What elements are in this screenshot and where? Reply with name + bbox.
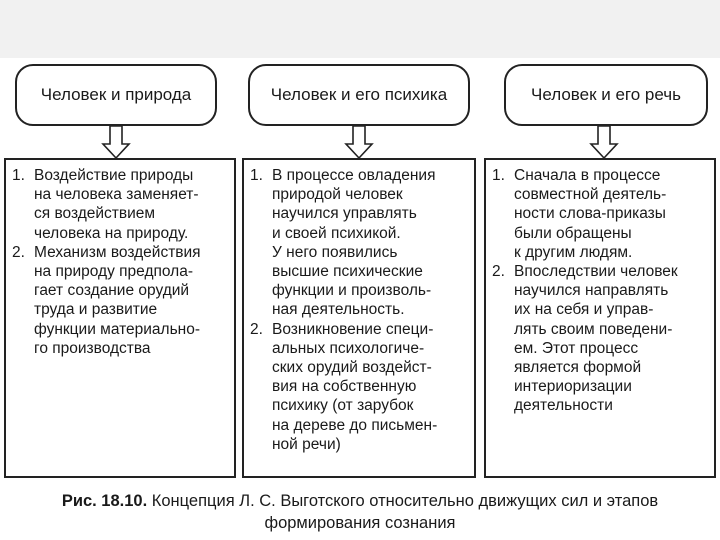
header-human-and-nature: [15, 64, 217, 126]
header-label: Человек и его речь: [531, 85, 681, 104]
text-line: го производства: [34, 339, 151, 357]
text-line: научился направлять: [514, 282, 669, 300]
item-number: 1.: [12, 167, 25, 184]
text-line: В процессе овладения: [272, 167, 436, 184]
text-line: Воздействие природы: [34, 167, 194, 184]
item-text: [514, 262, 708, 416]
text-line: вия на собственную: [272, 378, 417, 396]
caption-line-2: формирования сознания: [264, 514, 456, 532]
caption-label: Рис. 18.10.: [61, 492, 148, 510]
text-line: человека на природу.: [34, 224, 189, 242]
text-line: ем. Этот процесс: [514, 339, 639, 357]
item-number: 2.: [492, 263, 505, 281]
text-line: труда и развитие: [34, 301, 158, 319]
content-box-nature: [4, 158, 236, 478]
content-box-speech: [484, 158, 716, 478]
text-line: на дереве до письмен-: [272, 416, 438, 434]
caption-text: Концепция Л. С. Выготского относительно движущих сил и этапов: [147, 492, 659, 510]
text-line: ности слова-приказы: [514, 205, 666, 223]
item-number: 2.: [250, 320, 263, 338]
list-item: [12, 166, 228, 243]
text-line: Механизм воздействия: [34, 243, 201, 261]
text-line: У него появились: [272, 243, 398, 261]
content-box-psyche: [242, 158, 476, 478]
list-item: [492, 166, 708, 262]
header-human-and-psyche: [248, 64, 470, 126]
text-line: гает создание орудий: [34, 282, 190, 300]
item-text: [34, 166, 228, 243]
text-line: на природу предпола-: [34, 263, 193, 281]
down-arrow-icon: [589, 126, 619, 160]
item-text: [514, 166, 708, 262]
header-label: Человек и его психика: [270, 85, 448, 104]
text-line: является формой: [514, 359, 642, 377]
text-line: природой человек: [272, 186, 403, 204]
text-line: ских орудий воздейст-: [272, 359, 432, 377]
item-text: [272, 166, 468, 320]
top-band: [0, 0, 720, 58]
text-line: их на себя и управ-: [514, 301, 654, 319]
header-human-and-speech: [504, 64, 708, 126]
list-item: [492, 262, 708, 416]
down-arrow-icon: [101, 126, 131, 160]
text-line: на человека заменяет-: [34, 186, 199, 204]
text-line: функции и произволь-: [272, 282, 432, 300]
text-line: были обращены: [514, 224, 632, 242]
list-item: [250, 166, 468, 320]
item-number: 1.: [492, 167, 505, 184]
header-label: Человек и природа: [40, 85, 192, 104]
item-number: 1.: [250, 167, 263, 184]
text-line: ся воздействием: [34, 205, 156, 223]
text-line: альных психологиче-: [272, 339, 425, 357]
text-line: функции материально-: [34, 320, 201, 338]
text-line: совместной деятель-: [514, 186, 667, 204]
item-number: 2.: [12, 243, 25, 261]
list-item: [250, 320, 468, 454]
text-line: и своей психикой.: [272, 224, 401, 242]
text-line: деятельности: [514, 397, 613, 415]
down-arrow-icon: [344, 126, 374, 160]
text-line: к другим людям.: [514, 243, 633, 261]
text-line: психику (от зарубок: [272, 397, 414, 415]
text-line: ной речи): [272, 435, 341, 453]
text-line: ная деятельность.: [272, 301, 405, 319]
text-line: научился управлять: [272, 205, 417, 223]
item-text: [272, 320, 468, 454]
item-text: [34, 243, 228, 358]
text-line: Сначала в процессе: [514, 167, 661, 184]
text-line: лять своим поведени-: [514, 320, 673, 338]
figure-caption: [0, 490, 720, 534]
text-line: Впоследствии человек: [514, 263, 678, 281]
text-line: высшие психические: [272, 263, 423, 281]
text-line: интериоризации: [514, 378, 632, 396]
list-item: [12, 243, 228, 358]
text-line: Возникновение специ-: [272, 320, 434, 338]
caption-line-1: [0, 490, 720, 512]
